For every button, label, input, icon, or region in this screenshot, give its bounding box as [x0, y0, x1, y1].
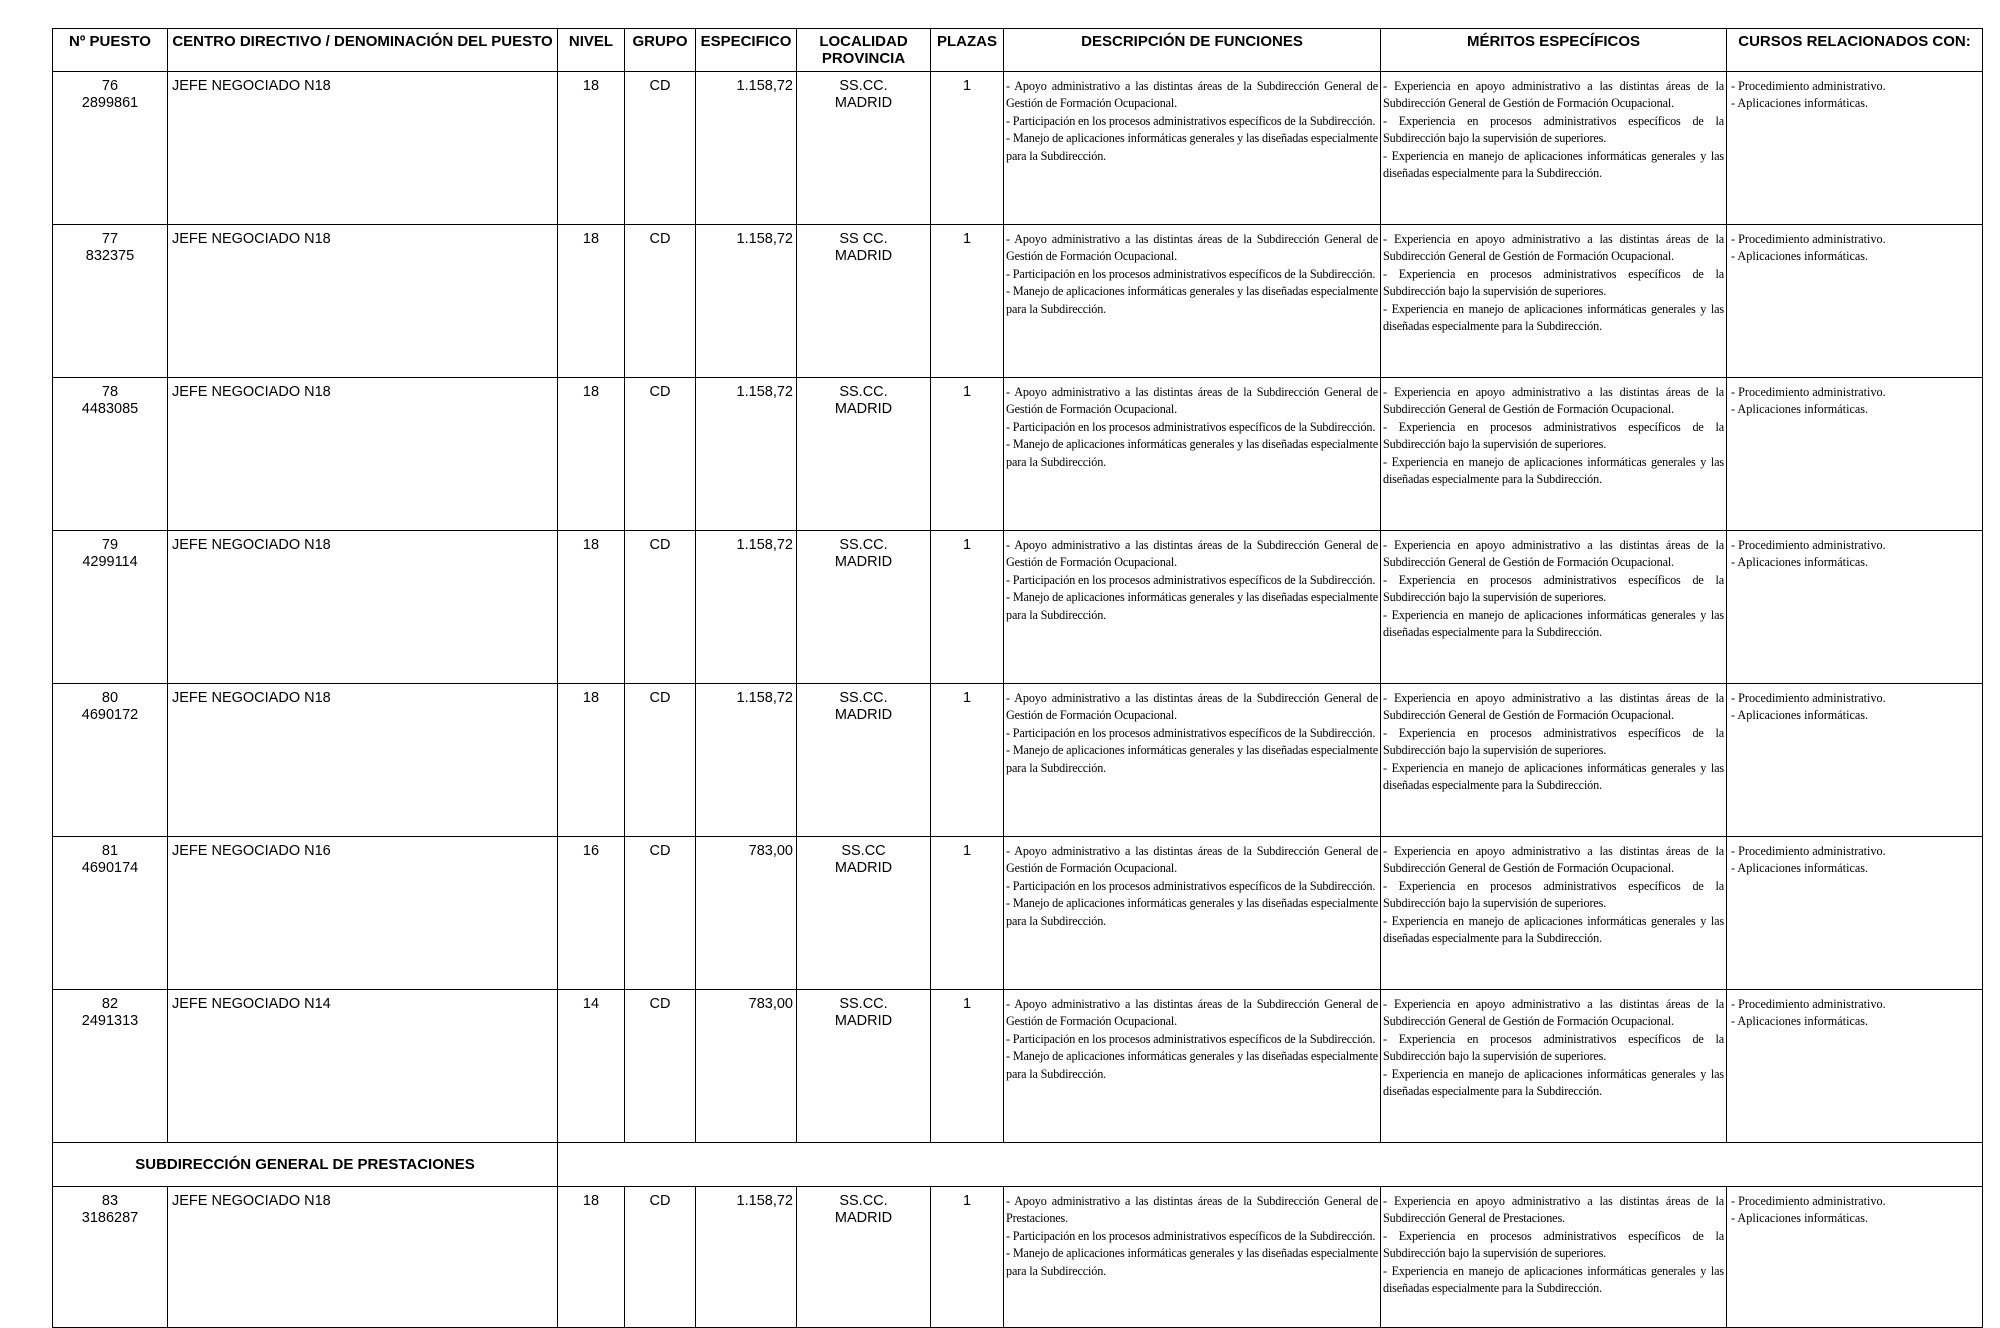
cell-funciones — [1004, 837, 1381, 990]
cell-funciones — [1004, 1187, 1381, 1328]
funcione-item: - Manejo de aplicaciones informáticas generales y las diseñadas especialmente para la Subdirección. — [1006, 284, 1378, 316]
cell-nivel: 18 — [558, 378, 625, 531]
localidad-value: SS.CC. — [839, 1193, 888, 1209]
section-title: SUBDIRECCIÓN GENERAL DE PRESTACIONES — [53, 1143, 558, 1187]
localidad-value: SS.CC. — [839, 384, 888, 400]
curso-item: - Procedimiento administrativo. — [1731, 79, 1886, 93]
puesto-code: 4690172 — [81, 707, 139, 723]
cell-localidad — [797, 531, 931, 684]
cell-grupo: CD — [625, 990, 696, 1143]
merito-item: - Experiencia en manejo de aplicaciones informáticas generales y las diseñadas especialmente para la Subdirección. — [1383, 148, 1724, 181]
merito-item: - Experiencia en manejo de aplicaciones informáticas generales y las diseñadas especialmente para la Subdirección. — [1383, 760, 1724, 793]
header-descripcion: DESCRIPCIÓN DE FUNCIONES — [1004, 29, 1381, 72]
curso-item: - Procedimiento administrativo. — [1731, 691, 1886, 705]
merito-item: - Experiencia en procesos administrativos específicos de la Subdirección bajo la supervisión de superiores. — [1383, 572, 1724, 605]
cell-localidad — [797, 225, 931, 378]
cell-cursos — [1727, 990, 1983, 1143]
table-row — [53, 378, 1983, 531]
cell-meritos — [1381, 1187, 1727, 1328]
table-row — [53, 990, 1983, 1143]
localidad-value: SS.CC. — [839, 537, 888, 553]
merito-item: - Experiencia en apoyo administrativo a las distintas áreas de la Subdirección General de Gestión de Formación Ocupacional. — [1383, 538, 1724, 570]
header-localidad-line2: PROVINCIA — [821, 50, 906, 67]
merito-item: - Experiencia en apoyo administrativo a las distintas áreas de la Subdirección General de Gestión de Formación Ocupacional. — [1383, 997, 1724, 1029]
curso-item: - Aplicaciones informáticas. — [1731, 249, 1869, 264]
localidad-value: SS.CC. — [839, 996, 888, 1012]
header-centro: CENTRO DIRECTIVO / DENOMINACIÓN DEL PUESTO — [168, 29, 558, 72]
cell-meritos — [1381, 225, 1727, 378]
cell-localidad — [797, 684, 931, 837]
cell-title: JEFE NEGOCIADO N18 — [168, 225, 558, 378]
merito-item: - Experiencia en manejo de aplicaciones informáticas generales y las diseñadas especialmente para la Subdirección. — [1383, 1263, 1724, 1296]
cell-num — [53, 225, 168, 378]
cell-funciones — [1004, 225, 1381, 378]
provincia-value: MADRID — [834, 1013, 893, 1029]
localidad-value: SS CC. — [839, 231, 888, 247]
cell-funciones — [1004, 531, 1381, 684]
funcione-item: - Apoyo administrativo a las distintas áreas de la Subdirección General de Gestión de Formación Ocupacional. — [1006, 79, 1378, 111]
localidad-value: SS.CC. — [839, 690, 888, 706]
header-localidad — [797, 29, 931, 72]
cell-especifico: 1.158,72 — [696, 1187, 797, 1328]
merito-item: - Experiencia en manejo de aplicaciones informáticas generales y las diseñadas especialmente para la Subdirección. — [1383, 454, 1724, 487]
curso-item: - Procedimiento administrativo. — [1731, 997, 1886, 1011]
puesto-code: 2899861 — [81, 95, 139, 111]
curso-item: - Procedimiento administrativo. — [1731, 232, 1886, 246]
cell-meritos — [1381, 684, 1727, 837]
cell-especifico: 1.158,72 — [696, 378, 797, 531]
curso-item: - Aplicaciones informáticas. — [1731, 1014, 1869, 1029]
cell-meritos — [1381, 72, 1727, 225]
header-nivel: NIVEL — [558, 29, 625, 72]
cell-plazas: 1 — [931, 990, 1004, 1143]
localidad-value: SS.CC. — [839, 78, 888, 94]
merito-item: - Experiencia en manejo de aplicaciones informáticas generales y las diseñadas especialmente para la Subdirección. — [1383, 301, 1724, 334]
puesto-number: 79 — [101, 537, 119, 553]
cell-nivel: 16 — [558, 837, 625, 990]
puesto-number: 78 — [101, 384, 119, 400]
header-grupo: GRUPO — [625, 29, 696, 72]
header-especifico: ESPECIFICO — [696, 29, 797, 72]
cell-nivel: 18 — [558, 1187, 625, 1328]
cell-grupo: CD — [625, 531, 696, 684]
funcione-item: - Participación en los procesos administrativos específicos de la Subdirección. — [1006, 419, 1376, 434]
funcione-item: - Participación en los procesos administrativos específicos de la Subdirección. — [1006, 1031, 1376, 1046]
cell-cursos — [1727, 1187, 1983, 1328]
funcione-item: - Manejo de aplicaciones informáticas generales y las diseñadas especialmente para la Subdirección. — [1006, 437, 1378, 469]
cell-grupo: CD — [625, 378, 696, 531]
cell-localidad — [797, 378, 931, 531]
merito-item: - Experiencia en apoyo administrativo a las distintas áreas de la Subdirección General de Gestión de Formación Ocupacional. — [1383, 79, 1724, 111]
merito-item: - Experiencia en procesos administrativos específicos de la Subdirección bajo la supervisión de superiores. — [1383, 419, 1724, 452]
header-meritos: MÉRITOS ESPECÍFICOS — [1381, 29, 1727, 72]
funcione-item: - Apoyo administrativo a las distintas áreas de la Subdirección General de Prestaciones. — [1006, 1194, 1378, 1226]
cell-plazas: 1 — [931, 531, 1004, 684]
table-row — [53, 225, 1983, 378]
cell-meritos — [1381, 990, 1727, 1143]
cell-especifico: 1.158,72 — [696, 684, 797, 837]
cell-nivel: 18 — [558, 684, 625, 837]
cell-localidad — [797, 1187, 931, 1328]
cell-plazas: 1 — [931, 1187, 1004, 1328]
cell-grupo: CD — [625, 72, 696, 225]
cell-plazas: 1 — [931, 378, 1004, 531]
funcione-item: - Manejo de aplicaciones informáticas generales y las diseñadas especialmente para la Subdirección. — [1006, 896, 1378, 928]
puesto-number: 77 — [101, 231, 119, 247]
table-row — [53, 837, 1983, 990]
funcione-item: - Participación en los procesos administrativos específicos de la Subdirección. — [1006, 878, 1376, 893]
header-localidad-line1: LOCALIDAD — [819, 33, 908, 50]
cell-especifico: 783,00 — [696, 837, 797, 990]
merito-item: - Experiencia en procesos administrativos específicos de la Subdirección bajo la supervisión de superiores. — [1383, 725, 1724, 758]
header-plazas: PLAZAS — [931, 29, 1004, 72]
merito-item: - Experiencia en procesos administrativos específicos de la Subdirección bajo la supervisión de superiores. — [1383, 113, 1724, 146]
cell-meritos — [1381, 837, 1727, 990]
cell-plazas: 1 — [931, 684, 1004, 837]
funcione-item: - Apoyo administrativo a las distintas áreas de la Subdirección General de Gestión de Formación Ocupacional. — [1006, 691, 1378, 723]
provincia-value: MADRID — [834, 554, 893, 570]
funcione-item: - Manejo de aplicaciones informáticas generales y las diseñadas especialmente para la Subdirección. — [1006, 1049, 1378, 1081]
cell-especifico: 1.158,72 — [696, 531, 797, 684]
cell-cursos — [1727, 225, 1983, 378]
cell-nivel: 18 — [558, 72, 625, 225]
puesto-code: 2491313 — [81, 1013, 139, 1029]
cell-especifico: 1.158,72 — [696, 225, 797, 378]
header-row — [53, 29, 1983, 72]
cell-num — [53, 378, 168, 531]
merito-item: - Experiencia en apoyo administrativo a las distintas áreas de la Subdirección General de Gestión de Formación Ocupacional. — [1383, 232, 1724, 264]
puesto-number: 81 — [101, 843, 119, 859]
table-row — [53, 684, 1983, 837]
merito-item: - Experiencia en manejo de aplicaciones informáticas generales y las diseñadas especialmente para la Subdirección. — [1383, 607, 1724, 640]
cell-num — [53, 531, 168, 684]
puesto-code: 3186287 — [81, 1210, 139, 1226]
puesto-number: 80 — [101, 690, 119, 706]
cell-localidad — [797, 837, 931, 990]
cell-num — [53, 72, 168, 225]
provincia-value: MADRID — [834, 401, 893, 417]
funcione-item: - Manejo de aplicaciones informáticas generales y las diseñadas especialmente para la Subdirección. — [1006, 743, 1378, 775]
cell-cursos — [1727, 684, 1983, 837]
cell-localidad — [797, 990, 931, 1143]
curso-item: - Aplicaciones informáticas. — [1731, 402, 1869, 417]
funcione-item: - Participación en los procesos administrativos específicos de la Subdirección. — [1006, 266, 1376, 281]
cell-funciones — [1004, 990, 1381, 1143]
provincia-value: MADRID — [834, 707, 893, 723]
cell-num — [53, 1187, 168, 1328]
curso-item: - Procedimiento administrativo. — [1731, 538, 1886, 552]
cell-plazas: 1 — [931, 225, 1004, 378]
cell-funciones — [1004, 378, 1381, 531]
merito-item: - Experiencia en apoyo administrativo a las distintas áreas de la Subdirección General de Gestión de Formación Ocupacional. — [1383, 385, 1724, 417]
curso-item: - Aplicaciones informáticas. — [1731, 96, 1869, 111]
cell-funciones — [1004, 684, 1381, 837]
header-num: Nº PUESTO — [53, 29, 168, 72]
cell-num — [53, 837, 168, 990]
cell-title: JEFE NEGOCIADO N18 — [168, 378, 558, 531]
cell-nivel: 18 — [558, 531, 625, 684]
cell-especifico: 783,00 — [696, 990, 797, 1143]
curso-item: - Aplicaciones informáticas. — [1731, 1211, 1869, 1226]
curso-item: - Procedimiento administrativo. — [1731, 385, 1886, 399]
cell-cursos — [1727, 531, 1983, 684]
cell-meritos — [1381, 378, 1727, 531]
provincia-value: MADRID — [834, 248, 893, 264]
cell-meritos — [1381, 531, 1727, 684]
cell-grupo: CD — [625, 837, 696, 990]
cell-num — [53, 684, 168, 837]
puesto-number: 82 — [101, 996, 119, 1012]
header-cursos: CURSOS RELACIONADOS CON: — [1727, 29, 1983, 72]
cell-grupo: CD — [625, 225, 696, 378]
provincia-value: MADRID — [834, 860, 893, 876]
cell-nivel: 18 — [558, 225, 625, 378]
provincia-value: MADRID — [834, 95, 893, 111]
cell-plazas: 1 — [931, 72, 1004, 225]
cell-title: JEFE NEGOCIADO N18 — [168, 72, 558, 225]
funcione-item: - Participación en los procesos administrativos específicos de la Subdirección. — [1006, 113, 1376, 128]
cell-cursos — [1727, 837, 1983, 990]
section-blank — [558, 1143, 1983, 1187]
funcione-item: - Apoyo administrativo a las distintas áreas de la Subdirección General de Gestión de Formación Ocupacional. — [1006, 844, 1378, 876]
funcione-item: - Manejo de aplicaciones informáticas generales y las diseñadas especialmente para la Subdirección. — [1006, 590, 1378, 622]
curso-item: - Procedimiento administrativo. — [1731, 844, 1886, 858]
funcione-item: - Participación en los procesos administrativos específicos de la Subdirección. — [1006, 1228, 1376, 1243]
curso-item: - Aplicaciones informáticas. — [1731, 708, 1869, 723]
cell-cursos — [1727, 72, 1983, 225]
cell-title: JEFE NEGOCIADO N18 — [168, 1187, 558, 1328]
funcione-item: - Apoyo administrativo a las distintas áreas de la Subdirección General de Gestión de Formación Ocupacional. — [1006, 232, 1378, 264]
cell-especifico: 1.158,72 — [696, 72, 797, 225]
merito-item: - Experiencia en procesos administrativos específicos de la Subdirección bajo la supervisión de superiores. — [1383, 1031, 1724, 1064]
merito-item: - Experiencia en apoyo administrativo a las distintas áreas de la Subdirección General de Prestaciones. — [1383, 1194, 1724, 1226]
funcione-item: - Apoyo administrativo a las distintas áreas de la Subdirección General de Gestión de Formación Ocupacional. — [1006, 538, 1378, 570]
funcione-item: - Manejo de aplicaciones informáticas generales y las diseñadas especialmente para la Subdirección. — [1006, 1246, 1378, 1278]
puesto-code: 4690174 — [81, 860, 139, 876]
cell-grupo: CD — [625, 684, 696, 837]
cell-title: JEFE NEGOCIADO N16 — [168, 837, 558, 990]
puesto-number: 83 — [101, 1193, 119, 1209]
funcione-item: - Apoyo administrativo a las distintas áreas de la Subdirección General de Gestión de Formación Ocupacional. — [1006, 997, 1378, 1029]
cell-localidad — [797, 72, 931, 225]
curso-item: - Aplicaciones informáticas. — [1731, 861, 1869, 876]
cell-plazas: 1 — [931, 837, 1004, 990]
positions-table — [52, 28, 1983, 1328]
merito-item: - Experiencia en procesos administrativos específicos de la Subdirección bajo la supervisión de superiores. — [1383, 1228, 1724, 1261]
merito-item: - Experiencia en procesos administrativos específicos de la Subdirección bajo la supervisión de superiores. — [1383, 878, 1724, 911]
cell-title: JEFE NEGOCIADO N18 — [168, 531, 558, 684]
table-row — [53, 1187, 1983, 1328]
cell-cursos — [1727, 378, 1983, 531]
curso-item: - Aplicaciones informáticas. — [1731, 555, 1869, 570]
puesto-code: 4299114 — [82, 554, 138, 570]
merito-item: - Experiencia en manejo de aplicaciones informáticas generales y las diseñadas especialmente para la Subdirección. — [1383, 1066, 1724, 1099]
table-row — [53, 72, 1983, 225]
merito-item: - Experiencia en manejo de aplicaciones informáticas generales y las diseñadas especialmente para la Subdirección. — [1383, 913, 1724, 946]
funcione-item: - Manejo de aplicaciones informáticas generales y las diseñadas especialmente para la Subdirección. — [1006, 131, 1378, 163]
puesto-number: 76 — [101, 78, 119, 94]
funcione-item: - Apoyo administrativo a las distintas áreas de la Subdirección General de Gestión de Formación Ocupacional. — [1006, 385, 1378, 417]
merito-item: - Experiencia en procesos administrativos específicos de la Subdirección bajo la supervisión de superiores. — [1383, 266, 1724, 299]
cell-nivel: 14 — [558, 990, 625, 1143]
cell-num — [53, 990, 168, 1143]
cell-title: JEFE NEGOCIADO N18 — [168, 684, 558, 837]
funcione-item: - Participación en los procesos administrativos específicos de la Subdirección. — [1006, 572, 1376, 587]
puesto-code: 4483085 — [81, 401, 139, 417]
provincia-value: MADRID — [834, 1210, 893, 1226]
curso-item: - Procedimiento administrativo. — [1731, 1194, 1886, 1208]
puesto-code: 832375 — [85, 248, 135, 264]
localidad-value: SS.CC — [841, 843, 886, 859]
section-row — [53, 1143, 1983, 1187]
funcione-item: - Participación en los procesos administrativos específicos de la Subdirección. — [1006, 725, 1376, 740]
merito-item: - Experiencia en apoyo administrativo a las distintas áreas de la Subdirección General de Gestión de Formación Ocupacional. — [1383, 691, 1724, 723]
table-row — [53, 531, 1983, 684]
cell-grupo: CD — [625, 1187, 696, 1328]
merito-item: - Experiencia en apoyo administrativo a las distintas áreas de la Subdirección General de Gestión de Formación Ocupacional. — [1383, 844, 1724, 876]
cell-funciones — [1004, 72, 1381, 225]
cell-title: JEFE NEGOCIADO N14 — [168, 990, 558, 1143]
